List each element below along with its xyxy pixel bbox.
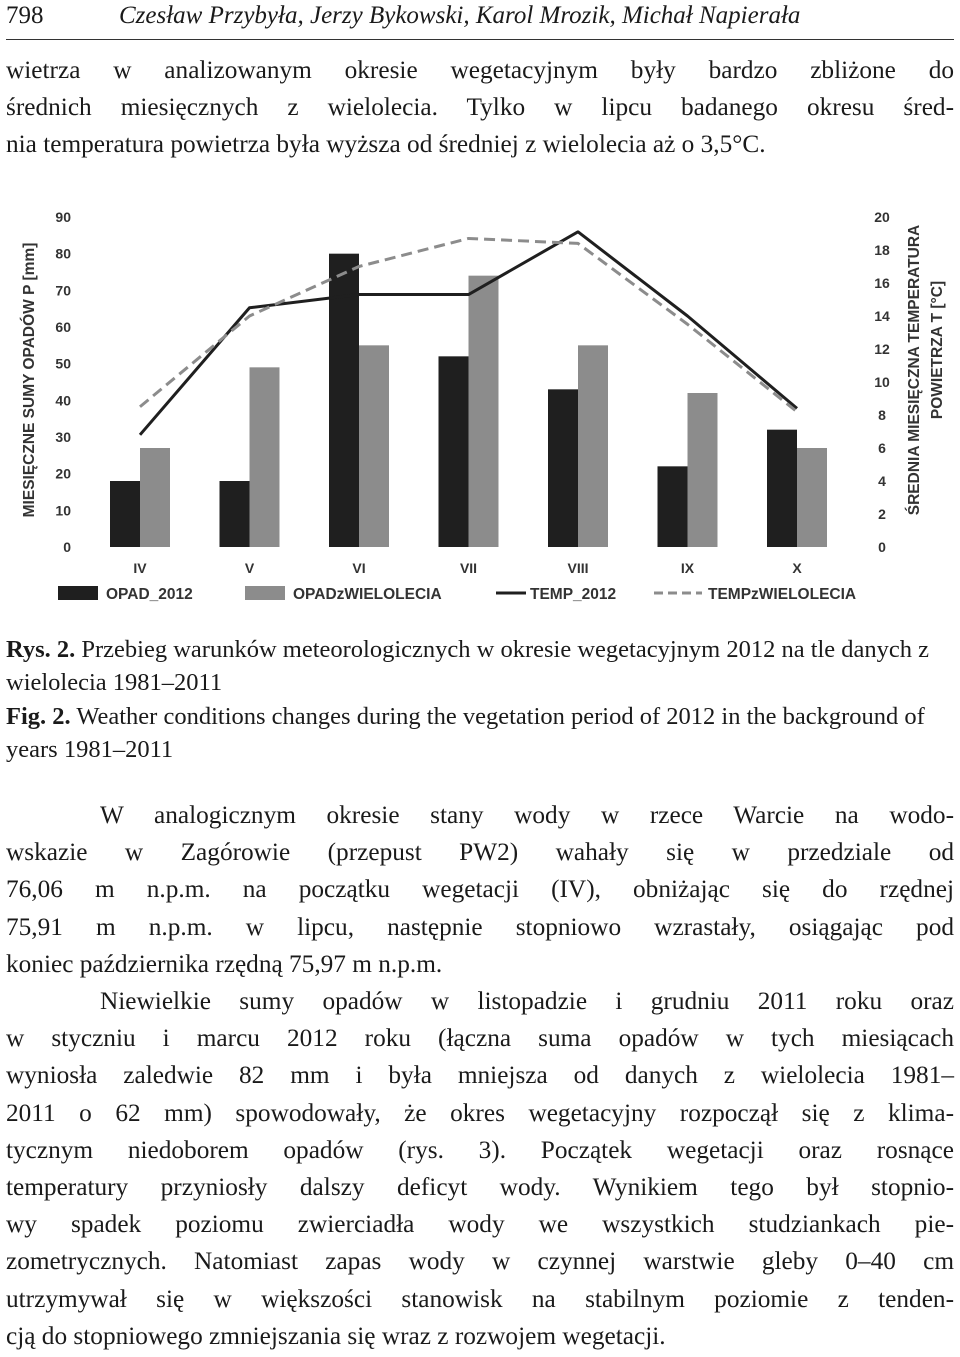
- x-tick-label: V: [244, 560, 255, 576]
- text-line: W analogicznym okresie stany wody w rzece Warcie na wodo-: [100, 801, 954, 829]
- figure-caption-en: [6, 700, 954, 766]
- y2-tick-label: 0: [878, 539, 886, 555]
- y2-tick-label: 20: [874, 209, 890, 225]
- text-line: 76,06 m n.p.m. na początku wegetacji (IV), obniżając się do rzędnej: [6, 875, 954, 904]
- x-tick-label: VIII: [567, 560, 589, 576]
- figure-caption-pl: [6, 633, 954, 699]
- running-head-authors: Czesław Przybyła, Jerzy Bykowski, Karol Mrozik, Michał Napierała: [119, 2, 801, 29]
- text-line: zometrycznych. Natomiast zapas wody w czynnej warstwie gleby 0–40 cm: [6, 1247, 954, 1276]
- y-tick-label: 90: [55, 209, 71, 225]
- bar-opadzwielolecia: [688, 393, 718, 547]
- y-tick-label: 20: [55, 465, 71, 482]
- legend-label: OPAD_2012: [106, 586, 193, 603]
- y2-tick-label: 2: [878, 506, 886, 522]
- legend-label: OPADzWIELOLECIA: [293, 586, 442, 603]
- bar-opad-2012: [548, 389, 578, 547]
- y2-tick-label: 4: [878, 473, 886, 489]
- y-tick-label: 80: [55, 245, 71, 262]
- paragraph-intro: [6, 52, 954, 164]
- bar-opadzwielolecia: [250, 367, 280, 547]
- text-line: średnich miesięcznych z wielolecia. Tylko w lipcu badanego okresu śred-: [6, 93, 954, 122]
- text-line: nia temperatura powietrza była wyższa od średniej z wielolecia aż o 3,5°C.: [6, 130, 766, 159]
- legend-swatch: [245, 586, 285, 600]
- legend-label: TEMP_2012: [530, 586, 617, 603]
- text-line: wy spadek poziomu zwierciadła wody we wszystkich studziankach pie-: [6, 1210, 954, 1239]
- text-line: 75,91 m n.p.m. w lipcu, następnie stopniowo wzrastały, osiągając pod: [6, 912, 954, 941]
- y-tick-label: 40: [55, 392, 71, 409]
- figure-caption-pl-text: Przebieg warunków meteorologicznych w okresie wegetacyjnym 2012 na tle danych z wielolecia 1981–2011: [6, 636, 930, 696]
- bar-series: [110, 254, 827, 547]
- bar-opadzwielolecia: [140, 448, 170, 547]
- text-line: 2011 o 62 mm) spowodowały, że okres wegetacyjny rozpoczął się z klima-: [6, 1098, 954, 1127]
- legend-label: TEMPzWIELOLECIA: [708, 586, 857, 603]
- text-line: tycznym niedoborem opadów (rys. 3). Początek wegetacji oraz rosnące: [6, 1135, 954, 1164]
- text-line: wietrza w analizowanym okresie wegetacyjnym były bardzo zbliżone do: [6, 56, 954, 84]
- bar-opad-2012: [220, 481, 250, 547]
- x-tick-label: VI: [352, 560, 366, 576]
- bar-opadzwielolecia: [469, 276, 499, 547]
- left-axis-ticks: [55, 209, 71, 555]
- text-line: Niewielkie sumy opadów w listopadzie i grudniu 2011 roku oraz: [100, 987, 954, 1016]
- right-axis-ticks: [874, 209, 890, 555]
- figure-caption-en-text: Weather conditions changes during the vegetation period of 2012 in the background of years 1981–2011: [6, 703, 925, 763]
- y2-tick-label: 14: [874, 308, 890, 324]
- x-tick-label: IV: [133, 560, 147, 576]
- text-line: wyniosła zaledwie 82 mm i była mniejsza od danych z wielolecia 1981–: [6, 1061, 954, 1090]
- x-tick-label: VII: [459, 560, 478, 576]
- bar-opad-2012: [658, 466, 688, 547]
- legend-swatch: [58, 586, 98, 600]
- text-line: temperatury przyniosły dalszy deficyt wody. Wynikiem tego był stopnio-: [6, 1173, 954, 1202]
- text-line: koniec października rzędną 75,97 m n.p.m.: [6, 949, 443, 978]
- category-ticks: [133, 560, 802, 576]
- y-tick-label: 50: [55, 355, 71, 372]
- y-tick-label: 10: [55, 502, 71, 519]
- x-tick-label: IX: [680, 560, 695, 576]
- bar-opad-2012: [767, 430, 797, 547]
- y2-tick-label: 12: [874, 341, 890, 357]
- bar-opadzwielolecia: [578, 345, 608, 547]
- bar-opadzwielolecia: [359, 345, 389, 547]
- text-line: w styczniu i marcu 2012 roku (łączna suma opadów w tych miesiącach: [6, 1024, 954, 1053]
- bar-opad-2012: [110, 481, 140, 547]
- y2-tick-label: 16: [874, 275, 890, 291]
- header-rule: [6, 39, 954, 40]
- weather-chart: [0, 200, 960, 620]
- y2-axis-label-line1: ŚREDNIA MIESIĘCZNA TEMPERATURA: [906, 224, 923, 516]
- y2-axis-label-line2: POWIETRZA T [°C]: [929, 280, 946, 420]
- chart-legend: [58, 586, 856, 603]
- bar-opad-2012: [439, 356, 469, 547]
- y-tick-label: 70: [55, 282, 71, 299]
- y-tick-label: 60: [55, 319, 71, 335]
- paragraph-body: [6, 797, 954, 1355]
- y2-tick-label: 10: [874, 374, 890, 390]
- running-header: [6, 0, 954, 38]
- text-line: cją do stopniowego zmniejszania się wraz z rozwojem wegetacji.: [6, 1321, 666, 1350]
- y2-tick-label: 6: [878, 440, 886, 456]
- page-number: 798: [6, 2, 44, 29]
- bar-opadzwielolecia: [797, 448, 827, 547]
- figure-label-pl: Rys. 2.: [6, 636, 76, 663]
- x-tick-label: X: [792, 560, 802, 576]
- y-axis-label: MIESIĘCZNE SUMY OPADÓW P [mm]: [21, 242, 38, 518]
- text-line: wskazie w Zagórowie (przepust PW2) wahały się w przedziale od: [6, 838, 954, 867]
- y-tick-label: 30: [55, 429, 71, 445]
- text-line: utrzymywał się w większości stanowisk na stabilnym poziomie z tenden-: [6, 1284, 954, 1313]
- y2-tick-label: 8: [878, 407, 886, 423]
- y2-tick-label: 18: [874, 242, 890, 258]
- figure-label-en: Fig. 2.: [6, 703, 71, 730]
- y-tick-label: 0: [63, 539, 71, 555]
